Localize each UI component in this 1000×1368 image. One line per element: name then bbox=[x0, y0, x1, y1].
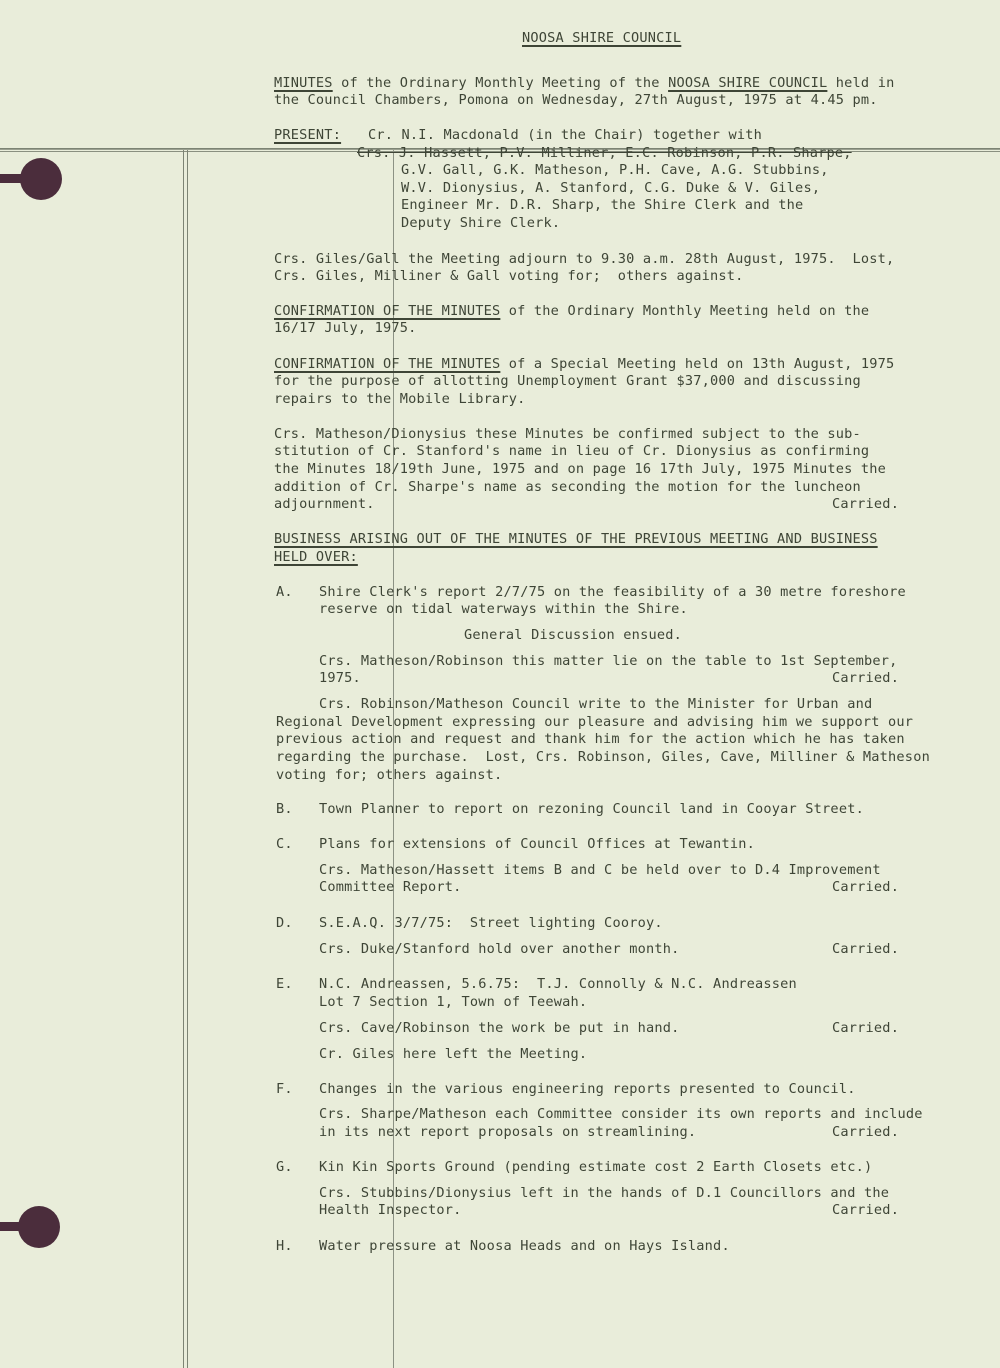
item-b-line-1: Town Planner to report on rezoning Council land in Cooyar Street. bbox=[319, 801, 864, 817]
present-line-5: Engineer Mr. D.R. Sharp, the Shire Clerk and the bbox=[401, 197, 804, 213]
motion1-result: Carried. bbox=[832, 496, 900, 512]
item-a-motion1-line-2: 1975. bbox=[319, 670, 361, 686]
present-line-3: G.V. Gall, G.K. Matheson, P.H. Cave, A.G. Stubbins, bbox=[401, 162, 829, 178]
margin-line-left bbox=[183, 150, 184, 1368]
item-c-letter: C. bbox=[276, 836, 293, 852]
item-f-letter: F. bbox=[276, 1081, 293, 1097]
item-e-line-1: N.C. Andreassen, 5.6.75: T.J. Connolly & N.C. Andreassen bbox=[319, 976, 797, 992]
item-g-letter: G. bbox=[276, 1159, 293, 1175]
punch-hole-top bbox=[20, 158, 62, 200]
item-a-line-2: reserve on tidal waterways within the Shire. bbox=[319, 601, 688, 617]
item-a-line-1: Shire Clerk's report 2/7/75 on the feasibility of a 30 metre foreshore bbox=[319, 584, 906, 600]
minutes-label: MINUTES bbox=[274, 75, 333, 91]
motion1-line-3: the Minutes 18/19th June, 1975 and on page 16 17th July, 1975 Minutes the bbox=[274, 461, 887, 477]
item-e-motion: Crs. Cave/Robinson the work be put in hand. bbox=[319, 1020, 680, 1036]
intro-line-1 bbox=[274, 75, 894, 93]
confirm1-line-1 bbox=[274, 303, 869, 321]
item-f-motion-line-2: in its next report proposals on streamlining. bbox=[319, 1124, 697, 1140]
confirm2-line-1 bbox=[274, 356, 894, 374]
confirm1-text: of the Ordinary Monthly Meeting held on the bbox=[500, 303, 870, 319]
item-d-line-1: S.E.A.Q. 3/7/75: Street lighting Cooroy. bbox=[319, 915, 663, 931]
item-d-letter: D. bbox=[276, 915, 293, 931]
item-a-motion2-line-1: Crs. Robinson/Matheson Council write to the Minister for Urban and bbox=[319, 696, 873, 712]
item-e-line-2: Lot 7 Section 1, Town of Teewah. bbox=[319, 994, 588, 1010]
item-f-line-1: Changes in the various engineering reports presented to Council. bbox=[319, 1081, 856, 1097]
present-line-4: W.V. Dionysius, A. Stanford, C.G. Duke & V. Giles, bbox=[401, 180, 821, 196]
item-c-line-1: Plans for extensions of Council Offices at Tewantin. bbox=[319, 836, 755, 852]
item-g-motion-line-1: Crs. Stubbins/Dionysius left in the hands of D.1 Councillors and the bbox=[319, 1185, 890, 1201]
intro-text-b: held in bbox=[827, 75, 895, 91]
confirm2-text: of a Special Meeting held on 13th August, 1975 bbox=[500, 356, 895, 372]
adjourn-line-1: Crs. Giles/Gall the Meeting adjourn to 9.30 a.m. 28th August, 1975. Lost, bbox=[274, 251, 895, 267]
item-d-result: Carried. bbox=[832, 941, 900, 957]
item-g-result: Carried. bbox=[832, 1202, 900, 1218]
motion1-line-1: Crs. Matheson/Dionysius these Minutes be confirmed subject to the sub- bbox=[274, 426, 861, 442]
business-heading-1: BUSINESS ARISING OUT OF THE MINUTES OF THE PREVIOUS MEETING AND BUSINESS bbox=[274, 531, 878, 547]
item-c-motion-line-1: Crs. Matheson/Hassett items B and C be held over to D.4 Improvement bbox=[319, 862, 881, 878]
intro-text-a: of the Ordinary Monthly Meeting of the bbox=[332, 75, 669, 91]
motion1-line-5: adjournment. bbox=[274, 496, 375, 512]
motion1-line-4: addition of Cr. Sharpe's name as seconding the motion for the luncheon bbox=[274, 479, 861, 495]
item-a-discussion: General Discussion ensued. bbox=[464, 627, 682, 643]
item-a-motion1-result: Carried. bbox=[832, 670, 900, 686]
confirm2-label: CONFIRMATION OF THE MINUTES bbox=[274, 356, 501, 372]
item-h-line-1: Water pressure at Noosa Heads and on Hays Island. bbox=[319, 1238, 730, 1254]
item-g-motion-line-2: Health Inspector. bbox=[319, 1202, 462, 1218]
confirm2-line-2: for the purpose of allotting Unemployment Grant $37,000 and discussing bbox=[274, 373, 861, 389]
present-line-1: Cr. N.I. Macdonald (in the Chair) together with bbox=[368, 127, 763, 143]
present-line-6: Deputy Shire Clerk. bbox=[401, 215, 561, 231]
intro-line-2: the Council Chambers, Pomona on Wednesday, 27th August, 1975 at 4.45 pm. bbox=[274, 92, 878, 108]
confirm1-line-2: 16/17 July, 1975. bbox=[274, 320, 417, 336]
item-e-note: Cr. Giles here left the Meeting. bbox=[319, 1046, 588, 1062]
item-f-result: Carried. bbox=[832, 1124, 900, 1140]
item-a-motion2-line-2: Regional Development expressing our pleasure and advising him we support our bbox=[276, 714, 914, 730]
adjourn-line-2: Crs. Giles, Milliner & Gall voting for; others against. bbox=[274, 268, 744, 284]
business-heading-2: HELD OVER: bbox=[274, 549, 358, 565]
item-f-motion-line-1: Crs. Sharpe/Matheson each Committee consider its own reports and include bbox=[319, 1106, 923, 1122]
punch-hole-bottom bbox=[18, 1206, 60, 1248]
present-line-2: Crs. J. Hassett, P.V. Milliner, E.C. Robinson, P.R. Sharpe, bbox=[357, 145, 852, 161]
item-a-motion2-line-4: regarding the purchase. Lost, Crs. Robinson, Giles, Cave, Milliner & Matheson bbox=[276, 749, 930, 765]
confirm1-label: CONFIRMATION OF THE MINUTES bbox=[274, 303, 501, 319]
item-b-letter: B. bbox=[276, 801, 293, 817]
item-a-motion1-line-1: Crs. Matheson/Robinson this matter lie on the table to 1st September, bbox=[319, 653, 898, 669]
margin-line-left-2 bbox=[187, 150, 188, 1368]
item-a-letter: A. bbox=[276, 584, 293, 600]
item-a-motion2-line-3: previous action and request and thank him for the action which he has taken bbox=[276, 731, 905, 747]
item-c-result: Carried. bbox=[832, 879, 900, 895]
item-a-motion2-line-5: voting for; others against. bbox=[276, 767, 503, 783]
item-h-letter: H. bbox=[276, 1238, 293, 1254]
item-c-motion-line-2: Committee Report. bbox=[319, 879, 462, 895]
item-g-line-1: Kin Kin Sports Ground (pending estimate cost 2 Earth Closets etc.) bbox=[319, 1159, 873, 1175]
confirm2-line-3: repairs to the Mobile Library. bbox=[274, 391, 526, 407]
council-name: NOOSA SHIRE COUNCIL bbox=[668, 75, 828, 91]
motion1-line-2: stitution of Cr. Stanford's name in lieu of Cr. Dionysius as confirming bbox=[274, 443, 870, 459]
item-e-letter: E. bbox=[276, 976, 293, 992]
item-d-motion: Crs. Duke/Stanford hold over another month. bbox=[319, 941, 680, 957]
item-e-result: Carried. bbox=[832, 1020, 900, 1036]
present-label: PRESENT: bbox=[274, 127, 342, 143]
document-title: NOOSA SHIRE COUNCIL bbox=[522, 30, 682, 46]
